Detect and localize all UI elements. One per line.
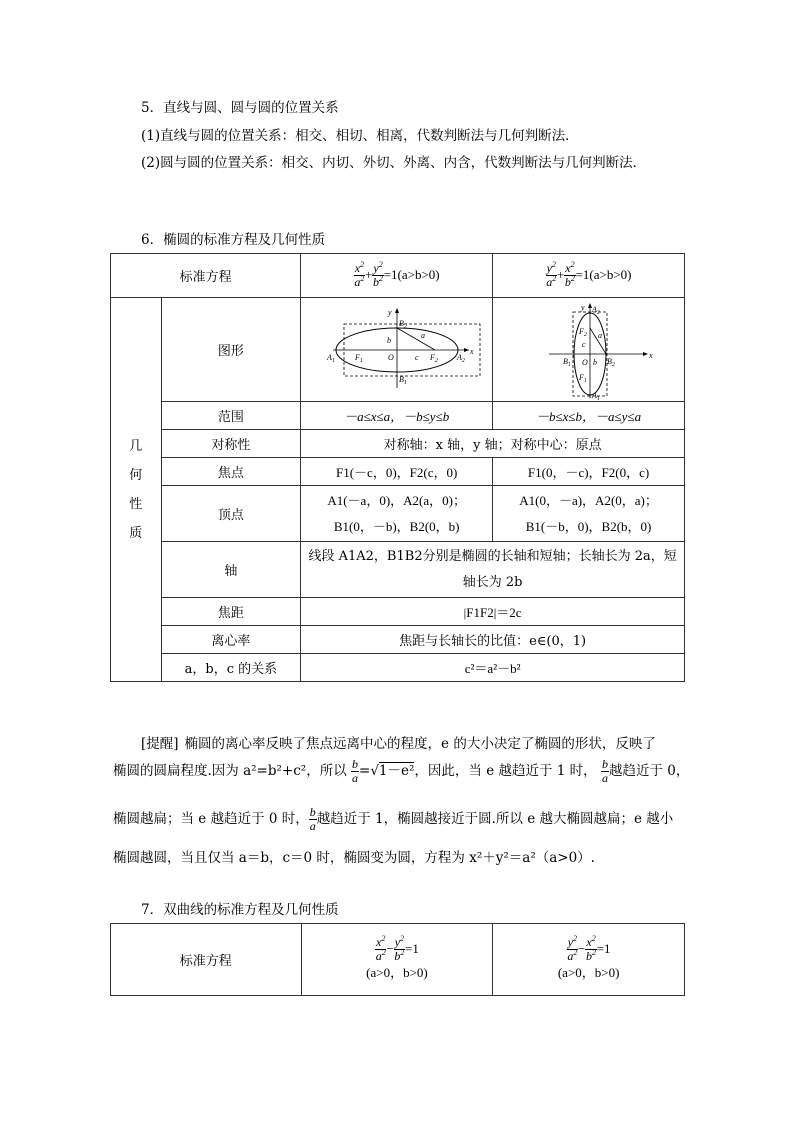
section5-p2: (2)圆与圆的位置关系：相交、内切、外切、外离、内含，代数判断法与几何判断法． <box>141 155 647 171</box>
fig1-c: c <box>414 352 419 362</box>
svg-text:O: O <box>581 357 588 367</box>
svg-text:A2: $A_2$ <box>591 304 600 316</box>
abc-relation: c²＝a²－b² <box>301 654 685 682</box>
eccentricity: 焦距与长轴长的比值：e∈(0，1) <box>301 626 685 654</box>
svg-text:A1: $A_1$ <box>326 352 335 364</box>
row-ecc-label: 离心率 <box>161 626 301 654</box>
axis-desc: 线段 A1A2，B1B2分别是椭圆的长轴和短轴；长轴长为 2a，短轴长为 2b <box>301 542 685 598</box>
row-range-label: 范围 <box>161 402 301 430</box>
svg-text:B1: $B_1$ <box>398 374 407 386</box>
ellipse-figure-horizontal <box>301 298 493 402</box>
tip-line-4: 椭圆越圆，当且仅当 a＝b，c＝0 时，椭圆变为圆，方程为 x²＋y²＝a²（a>0）. <box>113 850 595 866</box>
focus-1: F1(－c，0)，F2(c，0) <box>301 458 493 486</box>
row-fd-label: 焦距 <box>161 598 301 626</box>
tip-line-2: 椭圆的圆扁程度.因为 a²=b²+c²，所以 $\frac{b}{a}$ =√1－e²，因此，当 e 越趋近于 1 时， $\frac{b}{a}$ 越趋近于 0， <box>113 757 690 785</box>
svg-text:F2: $F_2$ <box>429 352 438 364</box>
row-axis-label: 轴 <box>161 542 301 598</box>
svg-text:c: c <box>581 339 586 349</box>
svg-text:b: b <box>592 357 597 367</box>
vertex-1: A1(－a，0)，A2(a，0)； B1(0，－b)，B2(0，b) <box>301 486 493 542</box>
svg-text:A1: $A_1$ <box>591 390 600 402</box>
fig1-x: x <box>469 346 474 356</box>
section6-title: 6．椭圆的标准方程及几何性质 <box>141 232 326 248</box>
svg-text:A2: $A_2$ <box>456 352 465 364</box>
ellipse-table <box>110 253 685 682</box>
svg-text:B1: $B_1$ <box>562 356 571 368</box>
svg-text:B2: $B_2$ <box>398 318 407 330</box>
tip-line-1: [提醒] 椭圆的离心率反映了焦点远离中心的程度，e 的大小决定了椭圆的形状，反映了 <box>141 736 656 752</box>
group-label: 几 何 性 质 <box>111 298 162 682</box>
focal-distance: |F1F2|＝2c <box>301 598 685 626</box>
svg-text:x: x <box>648 350 653 360</box>
svg-text:y: y <box>580 302 585 312</box>
row-vertex-label: 顶点 <box>161 486 301 542</box>
symmetry: 对称轴：x 轴，y 轴；对称中心：原点 <box>301 430 685 458</box>
focus-2: F1(0，－c)，F2(0，c) <box>493 458 685 486</box>
hyperbola-table <box>110 923 685 996</box>
section5-p1: (1)直线与圆的位置关系：相交、相切、相离，代数判断法与几何判断法． <box>141 128 579 144</box>
row-sym-label: 对称性 <box>161 430 301 458</box>
vertex-2: A1(0，－a)，A2(0，a)； B1(－b，0)，B2(b，0) <box>493 486 685 542</box>
range-2: －b≤x≤b，－a≤y≤a <box>493 402 685 430</box>
hyp-std-label: 标准方程 <box>111 924 302 996</box>
ellipse-eq-2: $\frac{y^2}{a^2}$ + $\frac{x^2}{b^2}$ =1(a>b>0) <box>493 254 685 298</box>
section5-title: 5．直线与圆、圆与圆的位置关系 <box>141 100 339 116</box>
svg-text:F2: $F_2$ <box>578 326 587 338</box>
row-fig-label: 图形 <box>161 298 301 402</box>
svg-text:F1: $F_1$ <box>578 372 587 384</box>
row-rel-label: a，b，c 的关系 <box>161 654 301 682</box>
section7-title: 7．双曲线的标准方程及几何性质 <box>141 902 339 918</box>
hyperbola-eq-1: $\frac{x^2}{a^2}$ − $\frac{y^2}{b^2}$ =1 (a>0，b>0) <box>301 924 493 996</box>
ellipse-figure-vertical <box>493 298 685 402</box>
tip-line-3: 椭圆越扁；当 e 越趋近于 0 时， $\frac{b}{a}$ 越趋近于 1，椭圆越接近于圆.所以 e 越大椭圆越扁；e 越小 <box>113 805 674 833</box>
hyperbola-eq-2: $\frac{y^2}{a^2}$ − $\frac{x^2}{b^2}$ =1 (a>0，b>0) <box>493 924 685 996</box>
fig1-a: a <box>420 330 425 340</box>
fig1-b: b <box>386 335 391 345</box>
ellipse-eq-1: $\frac{x^2}{a^2}$ + $\frac{y^2}{b^2}$ =1(a>b>0) <box>301 254 493 298</box>
row-focus-label: 焦点 <box>161 458 301 486</box>
row-std-label: 标准方程 <box>111 254 301 298</box>
svg-text:a: a <box>597 330 602 340</box>
svg-text:B2: $B_2$ <box>606 356 615 368</box>
fig1-y: y <box>387 307 392 317</box>
range-1: －a≤x≤a，－b≤y≤b <box>301 402 493 430</box>
svg-text:F1: $F_1$ <box>354 352 363 364</box>
fig1-O: O <box>387 352 394 362</box>
